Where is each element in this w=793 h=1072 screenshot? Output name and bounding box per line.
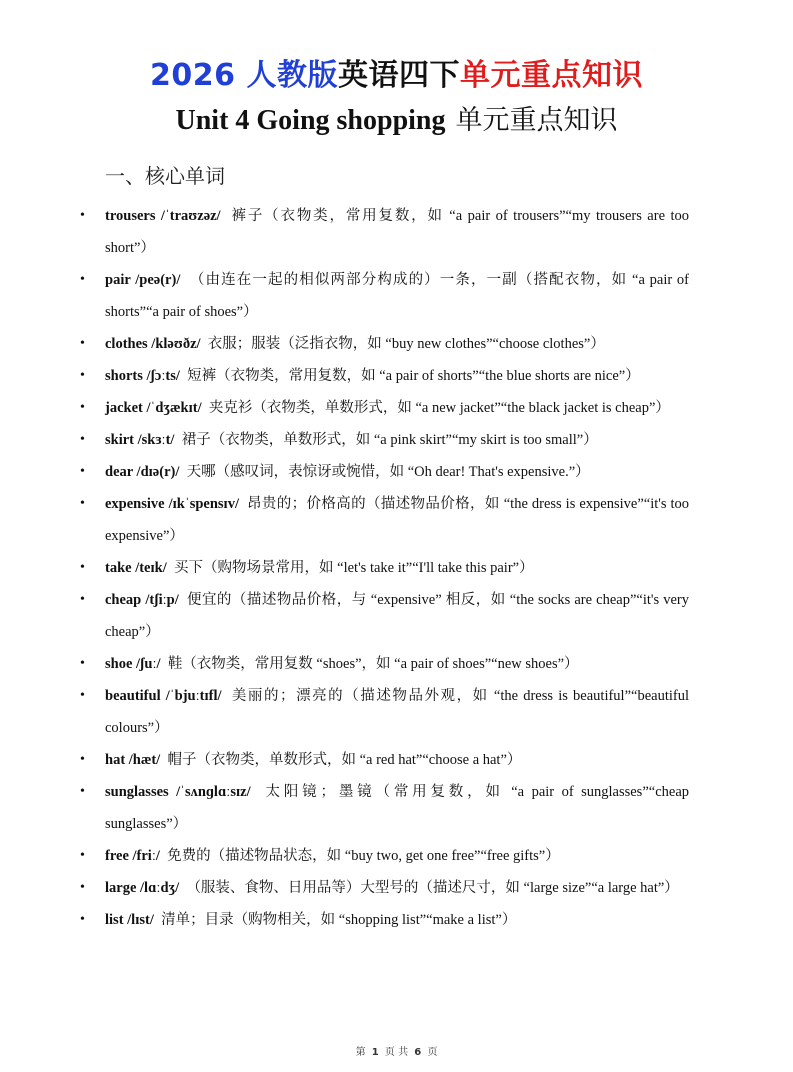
vocab-definition: （由连在一起的相似两部分构成的）一条，一副（搭配衣物，如 “a pair of shorts”“a pair of shoes”） [105,272,690,320]
vocab-headword: shoe /ʃuː/ [105,656,161,672]
vocab-definition: 天哪（感叹词，表惊讶或惋惜，如 “Oh dear! That's expensive.”） [186,464,590,480]
bullet-icon: • [80,400,85,415]
bullet-icon: • [80,848,85,863]
vocab-item [80,392,689,424]
vocab-headword: shorts /ʃɔːts/ [105,368,180,384]
footer-total-pages: 6 [414,1047,422,1058]
vocab-definition: 免费的（描述物品状态，如 “buy two, get one free”“free gifts”） [167,848,560,864]
bullet-icon: • [80,752,85,767]
vocab-item [80,200,689,264]
vocab-headword: hat /hæt/ [105,752,161,768]
vocab-headword: take /teɪk/ [105,560,167,576]
vocab-definition: 夹克衫（衣物类，单数形式，如 “a new jacket”“the black jacket is cheap”） [208,400,670,416]
bullet-icon: • [80,592,85,607]
vocab-definition: 裙子（衣物类，单数形式，如 “a pink skirt”“my skirt is too small”） [181,432,598,448]
vocab-headword: sunglasses /ˈsʌnɡlɑːsɪz/ [105,784,251,800]
vocab-headword: clothes /kləʊðz/ [105,336,201,352]
section-heading: 一、核心单词 [105,164,225,188]
vocab-headword: skirt /skɜːt/ [105,432,175,448]
bullet-icon: • [80,656,85,671]
vocab-definition: 昂贵的；价格高的（描述物品价格，如 “the dress is expensive”“it's too expensive”） [105,496,690,544]
vocab-headword: large /lɑːdʒ/ [105,880,180,896]
vocab-headword: cheap /tʃiːp/ [105,592,179,608]
bullet-icon: • [80,432,85,447]
bullet-icon: • [80,272,85,287]
vocab-item [80,488,690,552]
vocab-item [80,584,690,648]
banner-part-topic: 单元重点知识 [459,58,643,93]
vocab-item [80,648,689,680]
vocab-headword: pair /peə(r)/ [105,272,181,288]
bullet-icon: • [80,560,85,575]
vocab-headword: free /friː/ [105,848,160,864]
banner-part-subject: 英语四下 [337,58,460,93]
vocab-item [80,360,689,392]
page-footer [0,1043,793,1058]
vocab-definition: 太阳镜；墨镜（常用复数，如 “a pair of sunglasses”“cheap sunglasses”） [105,784,689,832]
bullet-icon: • [80,496,85,511]
vocab-item [80,328,689,360]
bullet-icon: • [80,336,85,351]
bullet-icon: • [80,880,85,895]
unit-title [0,98,793,137]
footer-mid: 页 共 [384,1047,409,1058]
vocab-definition: 短裤（衣物类，常用复数，如 “a pair of shorts”“the blue shorts are nice”） [187,368,640,384]
vocab-item [80,552,689,584]
vocab-definition: 帽子（衣物类，单数形式，如 “a red hat”“choose a hat”） [167,752,522,768]
vocab-definition: 清单；目录（购物相关，如 “shopping list”“make a list”） [161,912,517,928]
footer-page-number: 1 [371,1047,379,1058]
vocab-headword: beautiful /ˈbjuːtɪfl/ [105,688,222,704]
vocab-item [80,840,689,872]
vocab-item [80,776,689,840]
vocab-definition: 便宜的（描述物品价格，与 “expensive” 相反，如 “the socks are cheap”“it's very cheap”） [105,592,690,640]
vocab-headword: trousers /ˈtraʊzəz/ [105,208,221,224]
vocab-definition: 裤子（衣物类，常用复数，如 “a pair of trousers”“my trousers are too short”） [105,208,689,256]
unit-title-zh: 单元重点知识 [455,105,618,136]
bullet-icon: • [80,688,85,703]
bullet-icon: • [80,208,85,223]
vocab-list [80,200,690,936]
vocab-definition: 美丽的；漂亮的（描述物品外观，如 “the dress is beautiful”“beautiful colours”） [105,688,689,736]
vocab-item [80,744,689,776]
footer-suffix: 页 [427,1047,438,1058]
bullet-icon: • [80,368,85,383]
bullet-icon: • [80,912,85,927]
vocab-headword: dear /dɪə(r)/ [105,464,180,480]
bullet-icon: • [80,784,85,799]
vocab-headword: list /lɪst/ [105,912,154,928]
vocab-definition: 鞋（衣物类，常用复数 “shoes”，如 “a pair of shoes”“new shoes”） [167,656,579,672]
vocab-item [80,680,689,744]
vocab-headword: expensive /ɪkˈspensɪv/ [105,496,239,512]
vocab-definition: （服装、食物、日用品等）大型号的（描述尺寸，如 “large size”“a large hat”） [186,880,679,896]
banner-title [0,50,793,94]
vocab-definition: 衣服；服装（泛指衣物，如 “buy new clothes”“choose clothes”） [207,336,605,352]
banner-part-edition: 2026 人教版 [150,58,338,93]
bullet-icon: • [80,464,85,479]
vocab-item [80,424,689,456]
vocab-item [80,264,690,328]
vocab-item [80,904,689,936]
vocab-headword: jacket /ˈdʒækɪt/ [105,400,202,416]
vocab-item [80,872,689,904]
unit-title-en: Unit 4 Going shopping [175,105,446,136]
vocab-definition: 买下（购物场景常用，如 “let's take it”“I'll take this pair”） [174,560,534,576]
footer-prefix: 第 [355,1047,366,1058]
vocab-item [80,456,689,488]
